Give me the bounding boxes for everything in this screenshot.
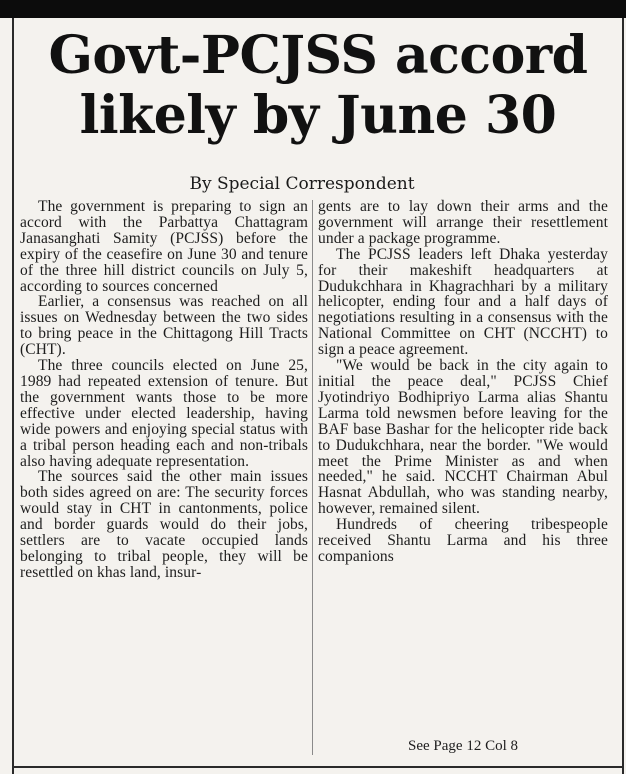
headline-line-1: Govt-PCJSS accord xyxy=(48,25,588,86)
right-column-rule xyxy=(622,18,624,774)
article-column-left xyxy=(20,199,308,581)
page-top-border xyxy=(0,0,626,18)
paragraph: Earlier, a consensus was reached on all issues on Wednesday between the two sides to bring peace in the Chittagong Hill Tracts (CHT). xyxy=(20,293,308,359)
paragraph: Hundreds of cheering tribespeople received Shantu Larma and his three companions xyxy=(318,516,608,565)
bottom-rule xyxy=(14,766,622,768)
headline xyxy=(18,26,618,146)
headline-line-2: likely by June 30 xyxy=(79,85,557,146)
continuation-line: See Page 12 Col 8 xyxy=(408,738,518,754)
left-column-rule xyxy=(12,18,14,774)
paragraph: The sources said the other main issues both sides agreed on are: The security forces would stay in CHT in cantonments, police and border guards would do their jobs, settlers are to vacate occupied lands belonging to tribal people, they will be resettled on khas land, insur- xyxy=(20,468,308,581)
paragraph: The PCJSS leaders left Dhaka yesterday for their makeshift headquarters at Dudukchhara in Khagrachhari by a military helicopter, ending four and a half days of negotiations resulting in a consensus with the National Committee on CHT (NCCHT) to sign a peace agreement. xyxy=(318,245,608,359)
paragraph: gents are to lay down their arms and the government will arrange their resettlement under a package programme. xyxy=(318,198,608,247)
paragraph: The three councils elected on June 25, 1989 had repeated extension of tenure. But the government wants those to be more effective under elected leadership, having wide powers and enjoying special status with a tribal person heading each and non-tribals also having adequate representation. xyxy=(20,357,308,470)
column-divider xyxy=(312,200,313,755)
article-column-right xyxy=(318,199,608,565)
paragraph: "We would be back in the city again to initial the peace deal," PCJSS Chief Jyotindriyo Bodhipriyo Larma alias Shantu Larma told newsmen before leaving for the BAF base Bashar for the helicopter ride back to Dudukchhara, near the border. "We would meet the Prime Minister as and when needed," he said. NCCHT Chairman Abul Hasnat Abdullah, who was standing nearby, however, remained silent. xyxy=(318,357,608,518)
byline: By Special Correspondent xyxy=(189,174,415,194)
paragraph: The government is preparing to sign an accord with the Parbattya Chattagram Janasanghati Samity (PCJSS) before the expiry of the ceasefire on June 30 and tenure of the three hill district councils on July 5, according to sources concerned xyxy=(20,198,308,295)
